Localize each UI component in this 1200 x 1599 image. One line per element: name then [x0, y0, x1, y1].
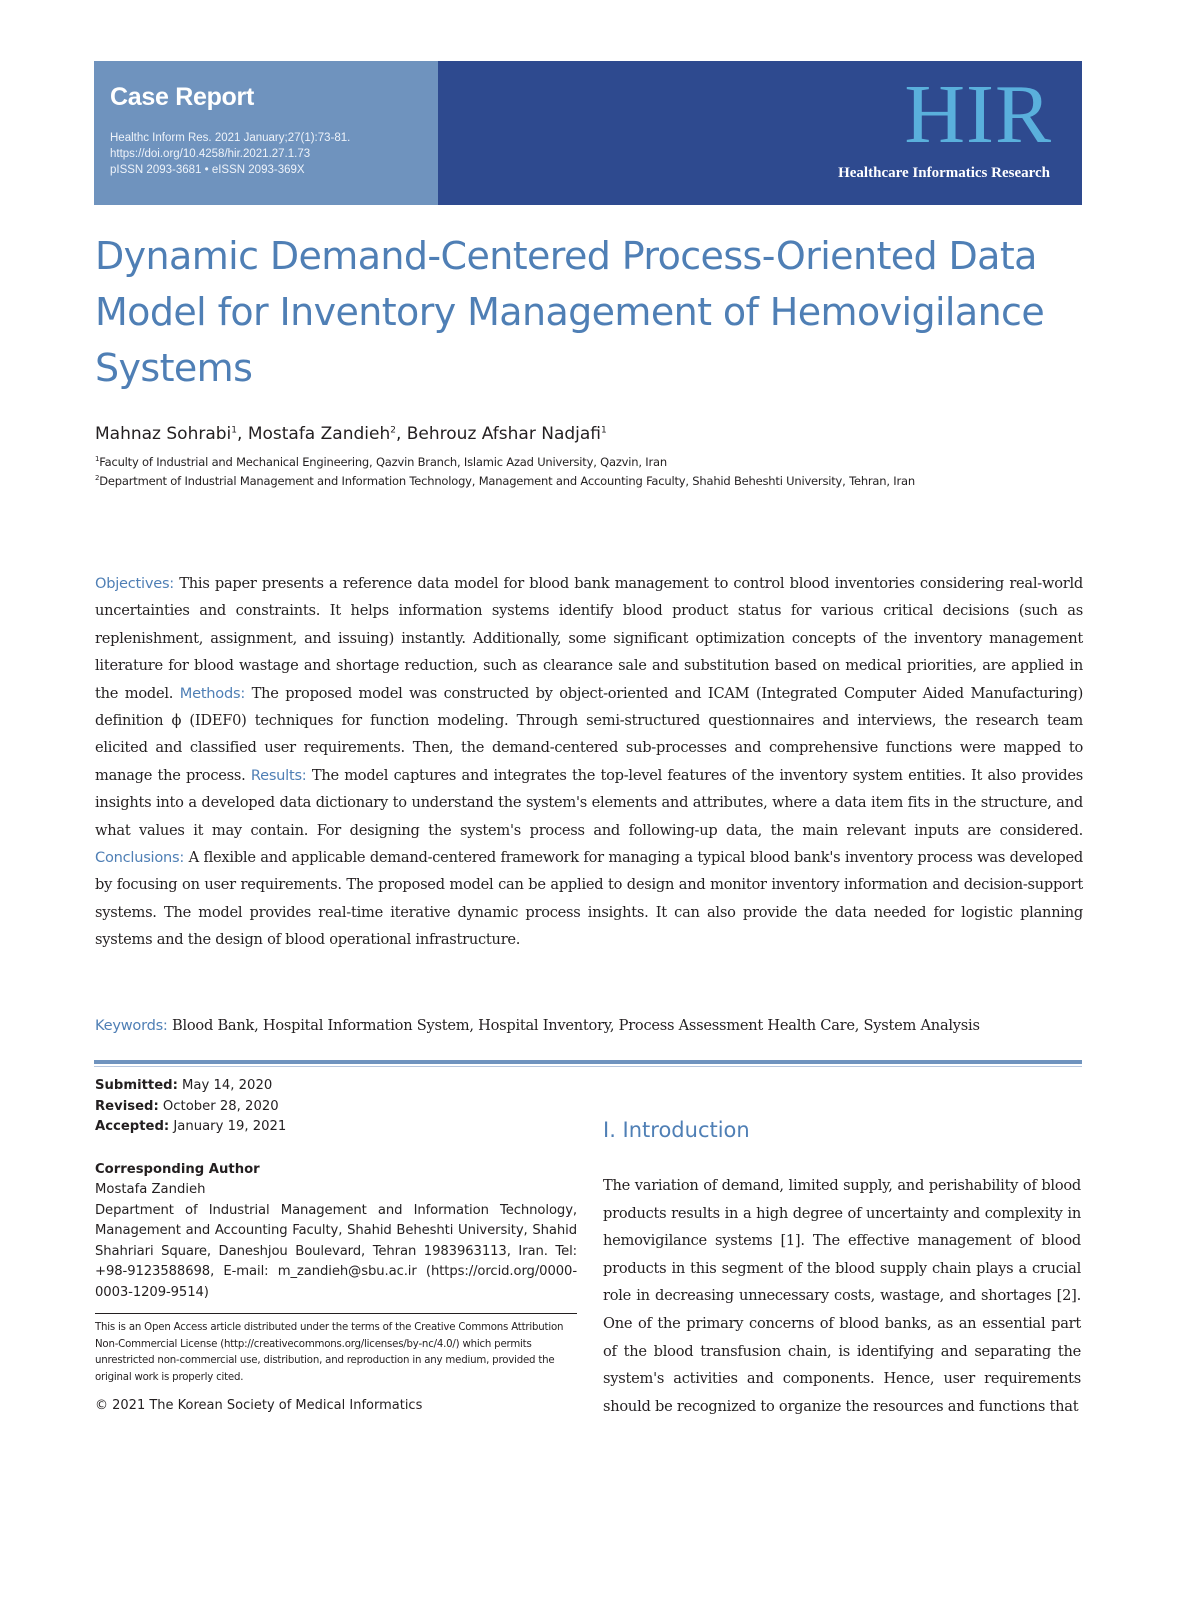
keywords: [95, 1014, 1083, 1038]
author-name: Mahnaz Sohrabi: [95, 424, 232, 444]
issn-line: pISSN 2093-3681 • eISSN 2093-369X: [110, 164, 305, 176]
accepted-value: January 19, 2021: [169, 1119, 287, 1134]
doi-link[interactable]: https://doi.org/10.4258/hir.2021.27.1.73: [110, 148, 311, 160]
author-affil-mark: 1: [601, 425, 607, 436]
revised-value: October 28, 2020: [158, 1098, 279, 1114]
conclusions-text: A flexible and applicable demand-centered framework for managing a typical blood bank's inventory process was developed by focusing on user requirements. The proposed model can be applied to design and monitor inventory information and decision-support systems. The model provides real-time iterative dynamic process insights. It can also provide the data needed for logistic planning systems and the design of blood operational infrastructure.: [95, 849, 1083, 949]
revised-label: Revised:: [95, 1098, 159, 1114]
author-separator: ,: [237, 424, 248, 444]
citation-line: Healthc Inform Res. 2021 January;27(1):73-81.: [110, 132, 351, 144]
results-text: The model captures and integrates the top-level features of the inventory system entities. It also provides insights into a developed data dictionary to understand the system's elements and attributes, where a data item fits in the structure, and what values it may contain. For designing the system's process and following-up data, the main relevant inputs are considered.: [95, 766, 1083, 839]
objectives-text: This paper presents a reference data model for blood bank management to control blood inventories considering real-world uncertainties and constraints. It helps information systems identify blood product status for various critical decisions (such as replenishment, assignment, and issuing) instantly. Additionally, some significant optimization concepts of the inventory management literature for blood wastage and shortage reduction, such as clearance sale and substitution based on medical priorities, are applied in the model.: [95, 575, 1083, 702]
abstract: [95, 570, 1083, 954]
affiliation-mark: 1: [95, 455, 100, 464]
submitted-value: May 14, 2020: [177, 1078, 273, 1093]
methods-label: Methods:: [179, 684, 246, 702]
author-name: Behrouz Afshar Nadjafi: [406, 424, 602, 444]
affiliation: [95, 474, 1095, 488]
affiliation-text: Department of Industrial Management and Information Technology, Management and Accounting Faculty, Shahid Beheshti University, Tehran, Iran: [99, 474, 915, 488]
corresponding-author-heading: Corresponding Author: [95, 1161, 260, 1177]
article-type: Case Report: [110, 83, 254, 111]
submitted-label: Submitted:: [95, 1078, 178, 1093]
methods-text: The proposed model was constructed by object-oriented and ICAM (Integrated Computer Aided Manufacturing) definition ϕ (IDEF0) techniques for function modeling. Through semi-structured questionnaires and interviews, the research team elicited and classified user requirements. Then, the demand-centered sub-processes and comprehensive functions were mapped to manage the process.: [95, 684, 1084, 784]
section-divider-thin: [94, 1066, 1082, 1067]
author-affil-mark: 2: [390, 425, 396, 436]
accepted-date: [95, 1117, 577, 1138]
objectives-label: Objectives:: [95, 575, 174, 592]
accepted-label: Accepted:: [95, 1119, 170, 1134]
banner-citation-panel: [94, 61, 438, 205]
citation-block: [110, 130, 438, 178]
column-divider: [95, 1313, 577, 1314]
author-name: Mostafa Zandieh: [247, 424, 391, 444]
journal-banner: [94, 61, 1082, 205]
introduction-text: The variation of demand, limited supply, and perishability of blood products results in a high degree of uncertainty and complexity in hemovigilance systems [1]. The effective management of blood products in this segment of the blood supply chain plays a crucial role in decreasing unnecessary costs, wastage, and shortages [2]. One of the primary concerns of blood banks, as an essential part of the blood transfusion chain, is identifying and separating the system's activities and components. Hence, user requirements should be recognized to organize the resources and functions that: [603, 1177, 1081, 1415]
section-divider: [94, 1060, 1082, 1064]
results-label: Results:: [250, 766, 307, 784]
copyright-notice: © 2021 The Korean Society of Medical Informatics: [95, 1398, 423, 1413]
journal-name: Healthcare Informatics Research: [838, 165, 1050, 181]
article-info-column: [95, 1076, 577, 1417]
keywords-text: Blood Bank, Hospital Information System, Hospital Inventory, Process Assessment Health Care, System Analysis: [167, 1017, 980, 1034]
submitted-date: [95, 1076, 577, 1097]
affiliation-text: Faculty of Industrial and Mechanical Engineering, Qazvin Branch, Islamic Azad University, Qazvin, Iran: [99, 455, 667, 469]
introduction-heading: I. Introduction: [603, 1118, 750, 1142]
article-title: Dynamic Demand-Centered Process-Oriented Data Model for Inventory Management of Hemovigilance Systems: [95, 234, 1045, 390]
journal-logo: HIR: [904, 68, 1052, 161]
author-separator: ,: [395, 424, 407, 444]
conclusions-label: Conclusions:: [95, 849, 185, 867]
affiliation: [95, 455, 1095, 469]
keywords-label: Keywords:: [95, 1017, 168, 1034]
license-notice: This is an Open Access article distributed under the terms of the Creative Commons Attribution Non-Commercial License (http://creativecommons.org/licenses/by-nc/4.0/) which permits unrestricted non-commercial use, distribution, and reproduction in any medium, provided the original work is properly cited.: [95, 1322, 564, 1383]
banner-logo-panel: [438, 61, 1082, 205]
author-list: [95, 424, 607, 444]
author-affil-mark: 1: [231, 425, 237, 436]
corresponding-author-details: Department of Industrial Management and Information Technology, Management and Accounting Faculty, Shahid Beheshti University, Shahid Shahriari Square, Daneshjou Boulevard, Tehran 1983963113, Iran. Tel: +98-9123588698, E-mail: m_zandieh@sbu.ac.ir (https://orcid.org/0000-0003-1209-9514): [95, 1202, 577, 1300]
affiliation-mark: 2: [95, 474, 100, 483]
revised-date: [95, 1097, 577, 1118]
corresponding-author-name: Mostafa Zandieh: [95, 1182, 206, 1197]
